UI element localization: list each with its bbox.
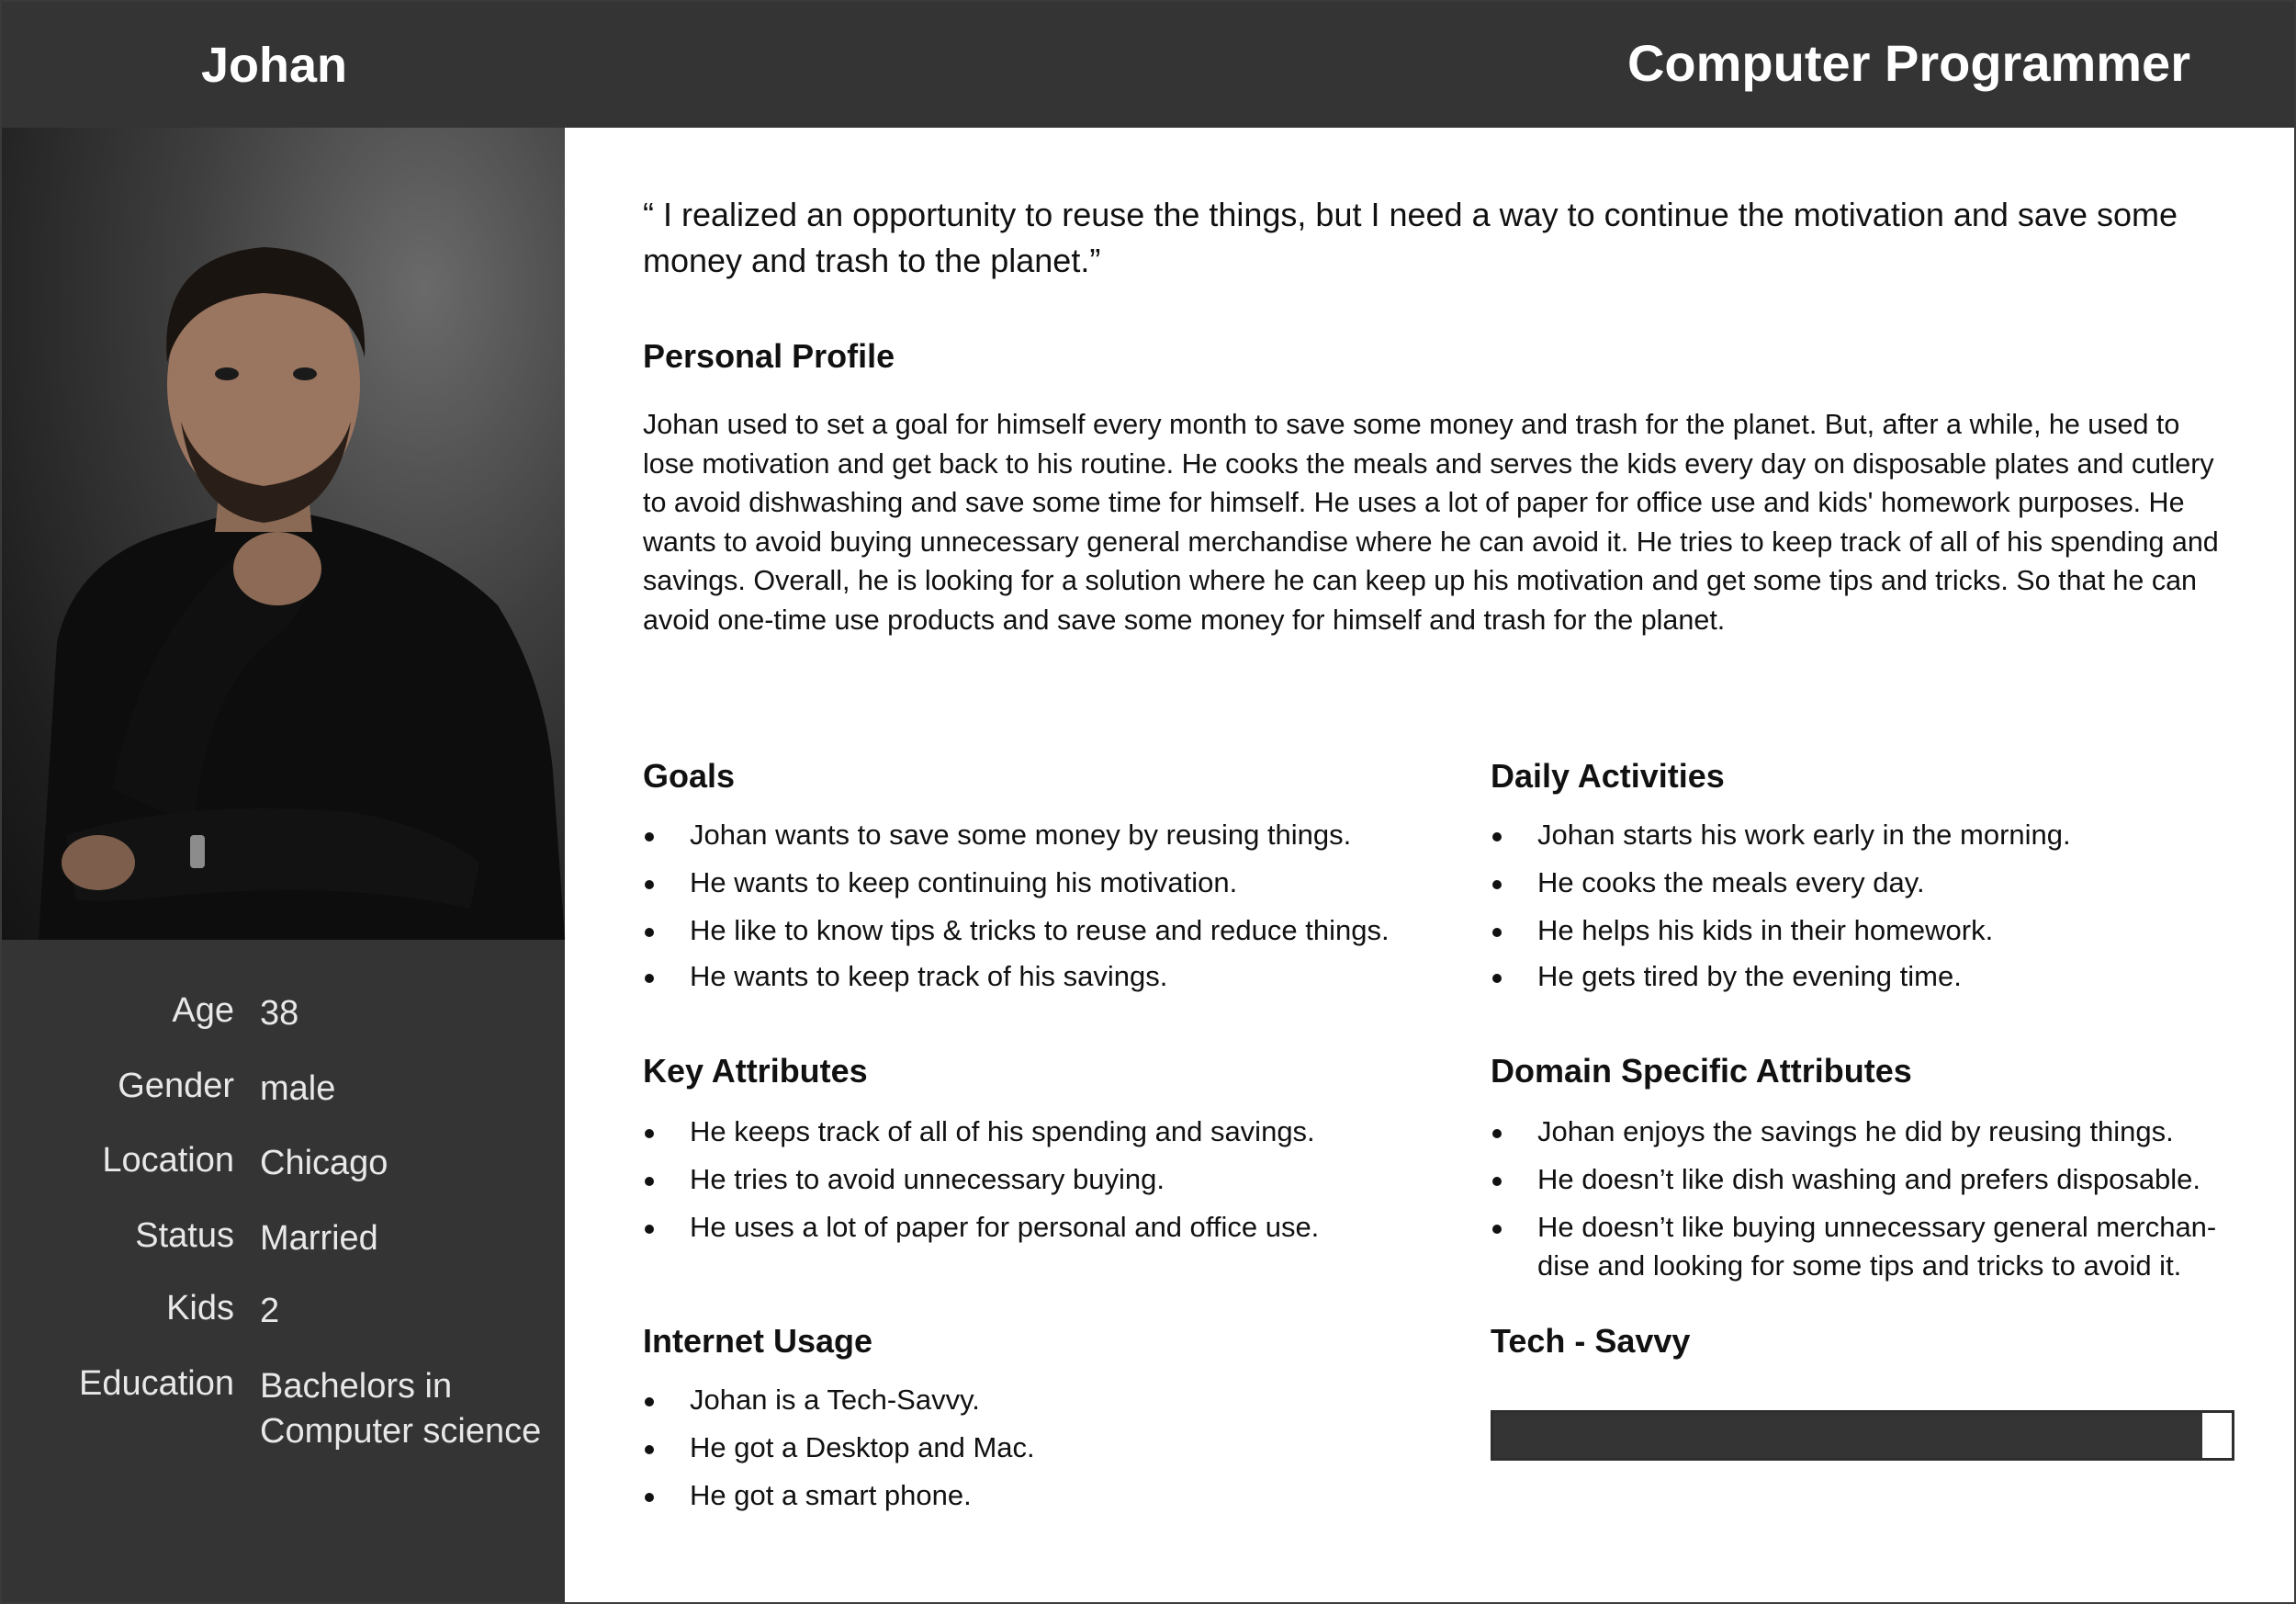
list-item: He doesn’t like dish washing and prefers disposable. — [1491, 1160, 2244, 1199]
list-item: Johan enjoys the savings he did by reusing things. — [1491, 1113, 2244, 1151]
info-value: Bachelors in Computer science — [260, 1367, 542, 1451]
list-item: Johan starts his work early in the morning. — [1491, 816, 2071, 854]
info-label: Location — [102, 1141, 234, 1180]
info-value: 38 — [260, 994, 299, 1033]
persona-photo — [2, 128, 565, 940]
list-item: He helps his kids in their homework. — [1491, 911, 2071, 950]
info-value: Chicago — [260, 1144, 388, 1182]
info-value: 2 — [260, 1292, 280, 1330]
internet-usage-heading: Internet Usage — [643, 1322, 873, 1360]
goals-heading: Goals — [643, 757, 736, 795]
info-label: Kids — [166, 1289, 234, 1327]
list-item: He keeps track of all of his spending and savings. — [643, 1113, 1319, 1151]
list-item: He cooks the meals every day. — [1491, 864, 2071, 902]
info-value: Married — [260, 1219, 378, 1258]
list-item: He wants to keep track of his savings. — [643, 957, 1390, 996]
internet-usage-list — [643, 1381, 1035, 1515]
persona-quote: “ I realized an opportunity to reuse the things, but I need a way to continue the motivation and save some money and trash to the planet.” — [643, 196, 2178, 279]
daily-list — [1491, 816, 2071, 996]
info-row-gender — [2, 1067, 565, 1122]
info-row-age — [2, 991, 565, 1046]
tech-savvy-fill — [1493, 1413, 2202, 1458]
list-item: He uses a lot of paper for personal and office use. — [643, 1208, 1319, 1247]
list-item: He tries to avoid unnecessary buying. — [643, 1160, 1319, 1199]
info-row-kids — [2, 1289, 565, 1344]
tech-savvy-heading: Tech - Savvy — [1491, 1322, 1691, 1360]
persona-content — [565, 128, 2294, 1602]
list-item: Johan wants to save some money by reusing things. — [643, 816, 1390, 854]
persona-name: Johan — [201, 38, 348, 93]
info-row-location — [2, 1141, 565, 1196]
left-sidebar — [2, 128, 565, 1602]
info-row-education — [2, 1364, 565, 1465]
info-row-status — [2, 1216, 565, 1271]
persona-role: Computer Programmer — [1626, 34, 2190, 92]
domain-attributes-list — [1491, 1113, 2244, 1285]
domain-attributes-heading: Domain Specific Attributes — [1491, 1052, 1912, 1090]
list-item: He doesn’t like buying unnecessary general merchan-dise and looking for some tips and tricks to avoid it. — [1491, 1208, 2244, 1285]
profile-heading: Personal Profile — [643, 337, 895, 375]
list-item: He gets tired by the evening time. — [1491, 957, 2071, 996]
info-label: Education — [78, 1364, 234, 1403]
daily-heading: Daily Activities — [1491, 757, 1725, 795]
info-label: Age — [172, 991, 234, 1030]
tech-savvy-bar — [1491, 1410, 2234, 1461]
list-item: He got a Desktop and Mac. — [643, 1429, 1035, 1467]
info-label: Gender — [118, 1067, 234, 1105]
person-illustration — [2, 128, 565, 940]
key-attributes-heading: Key Attributes — [643, 1052, 868, 1090]
info-label: Status — [135, 1216, 234, 1255]
list-item: He got a smart phone. — [643, 1476, 1035, 1515]
goals-list — [643, 816, 1390, 996]
info-value: male — [260, 1069, 336, 1108]
list-item: Johan is a Tech-Savvy. — [643, 1381, 1035, 1419]
list-item: He like to know tips & tricks to reuse and reduce things. — [643, 911, 1390, 950]
profile-text: Johan used to set a goal for himself every month to save some money and trash for the planet. But, after a while, he used to lose motivation and get back to his routine. He cooks the meals and serves the kids every day on disposable plates and cutlery to avoid dishwashing and save some time for himself. He uses a lot of paper for office use and kids' homework purposes. He wants to avoid buying unnecessary general merchandise where he can avoid it. He tries to keep track of all of his spending and savings. Overall, he is looking for a solution where he can keep up his motivation and get some tips and tricks. So that he can avoid one-time use products and save some money for himself and trash for the planet. — [643, 409, 2219, 636]
list-item: He wants to keep continuing his motivation. — [643, 864, 1390, 902]
key-attributes-list — [643, 1113, 1319, 1247]
persona-header — [2, 2, 2294, 128]
